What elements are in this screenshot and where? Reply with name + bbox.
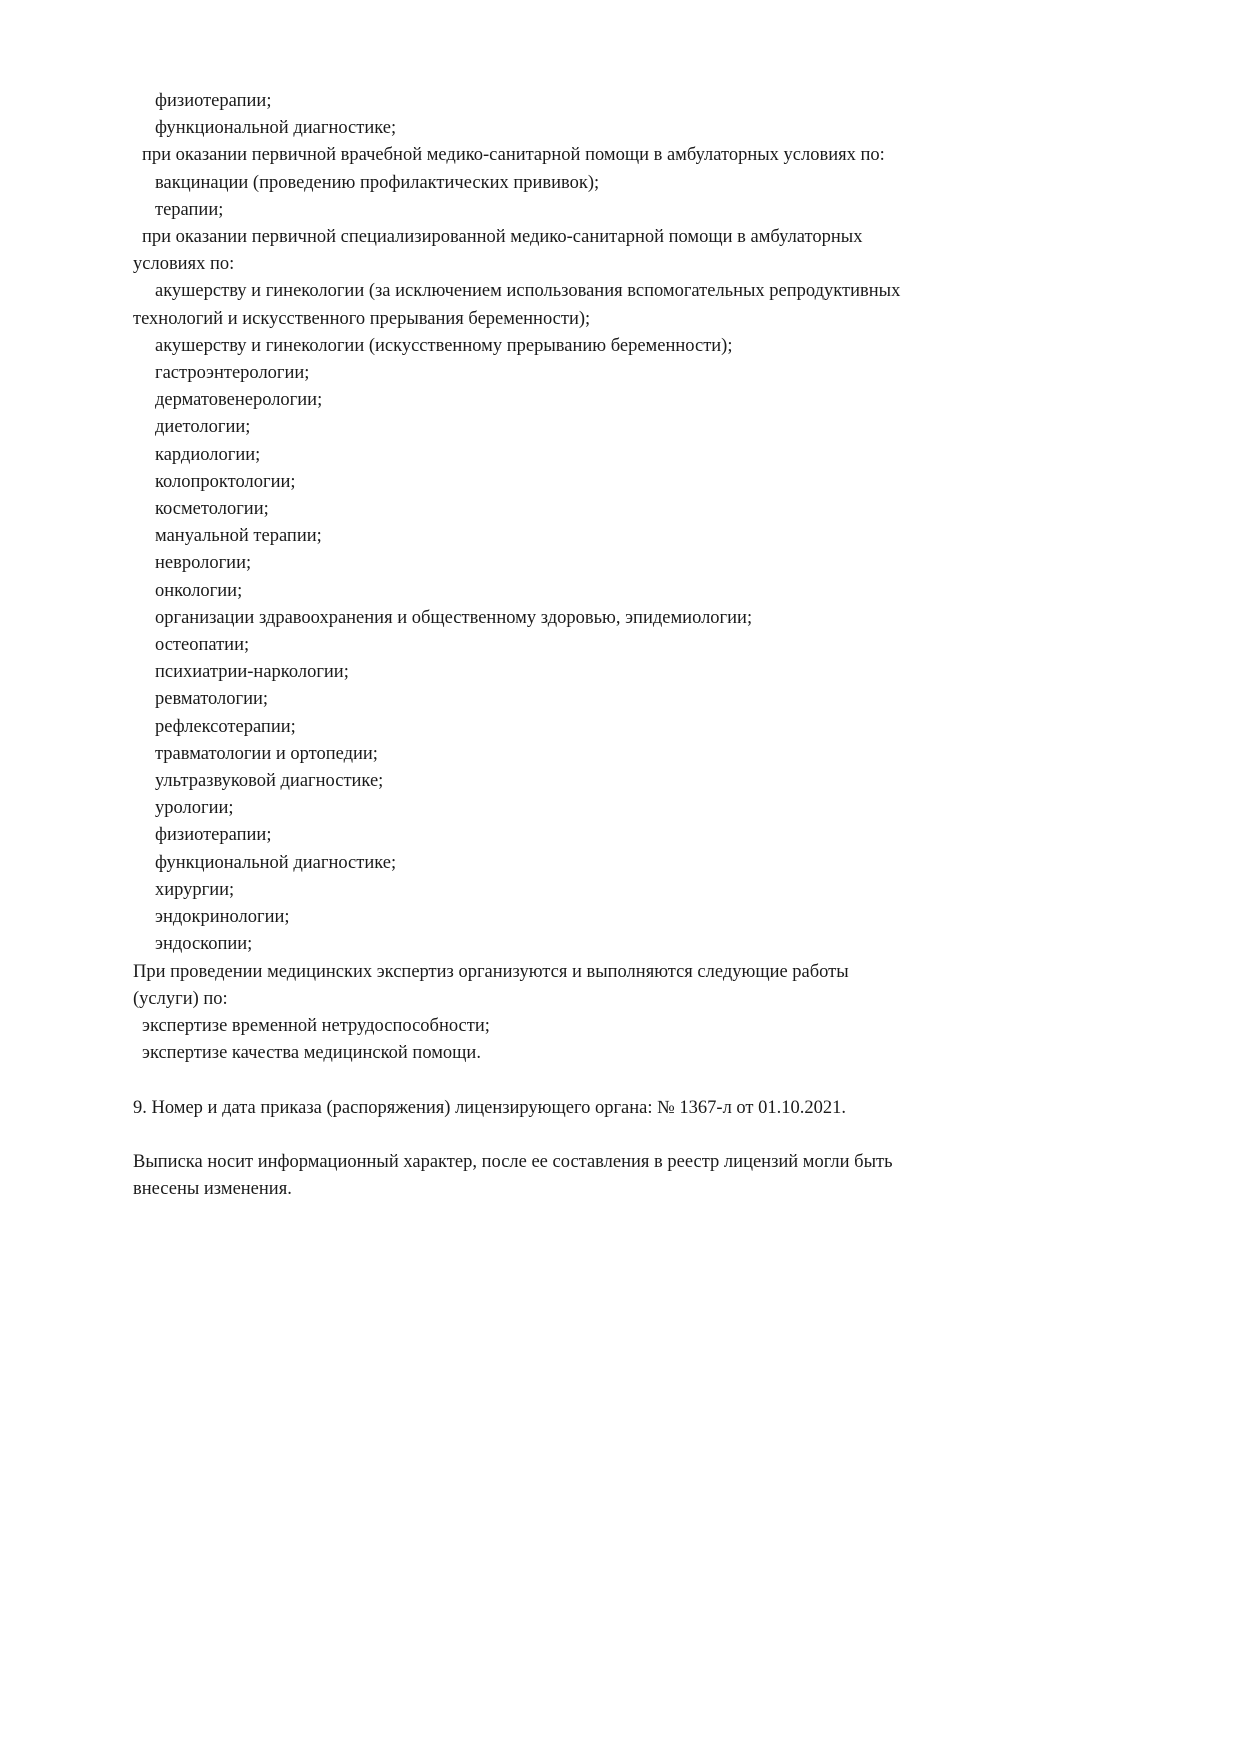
document-line: диетологии; [155,417,251,438]
document-line: функциональной диагностике; [155,118,397,139]
document-line: при оказании первичной специализированной медико-санитарной помощи в амбулаторных [142,227,863,248]
document-line: (услуги) по: [133,988,228,1009]
document-line: психиатрии-наркологии; [155,662,349,683]
document-line: акушерству и гинекологии (за исключением использования вспомогательных репродуктивных [155,281,901,302]
document-line: ревматологии; [155,689,269,710]
document-line: физиотерапии; [155,91,272,111]
document-line: экспертизе временной нетрудоспособности; [142,1015,490,1036]
blank-line [133,1067,1180,1094]
document-line: акушерству и гинекологии (искусственному прерыванию беременности); [155,335,733,356]
document-line: эндоскопии; [155,934,253,955]
document-line: Выписка носит информационный характер, после ее составления в реестр лицензий могли быть [133,1151,893,1172]
document-line: гастроэнтерологии; [155,363,310,384]
document-line: кардиологии; [155,444,261,465]
document-line: организации здравоохранения и общественному здоровью, эпидемиологии; [155,607,753,628]
document-line: колопроктологии; [155,471,296,492]
document-line: терапии; [155,199,224,220]
document-line: рефлексотерапии; [155,716,296,737]
document-line: физиотерапии; [155,825,272,846]
document-body [133,88,1180,1203]
document-line: условиях по: [133,254,235,275]
document-line: мануальной терапии; [155,526,322,547]
document-line: вакцинации (проведению профилактических прививок); [155,172,600,193]
document-line: косметологии; [155,499,269,520]
document-line: дерматовенерологии; [155,390,323,411]
document-line: внесены изменения. [133,1179,292,1200]
blank-line [133,1122,1180,1149]
document-line: 9. Номер и дата приказа (распоряжения) лицензирующего органа: № 1367-л от 01.10.2021. [133,1097,847,1118]
document-line: ультразвуковой диагностике; [155,771,384,792]
document-line: урологии; [155,798,234,819]
document-line: онкологии; [155,580,243,601]
document-line: неврологии; [155,553,252,574]
document-line: При проведении медицинских экспертиз организуются и выполняются следующие работы [133,961,849,982]
document-line: технологий и искусственного прерывания беременности); [133,308,591,329]
document-line: травматологии и ортопедии; [155,743,378,764]
document-line: при оказании первичной врачебной медико-санитарной помощи в амбулаторных условиях по: [142,145,885,166]
document-line: эндокринологии; [155,907,290,928]
document-line: остеопатии; [155,635,250,656]
document-line: функциональной диагностике; [155,852,397,873]
document-line: хирургии; [155,879,235,900]
document-line: экспертизе качества медицинской помощи. [142,1043,481,1064]
